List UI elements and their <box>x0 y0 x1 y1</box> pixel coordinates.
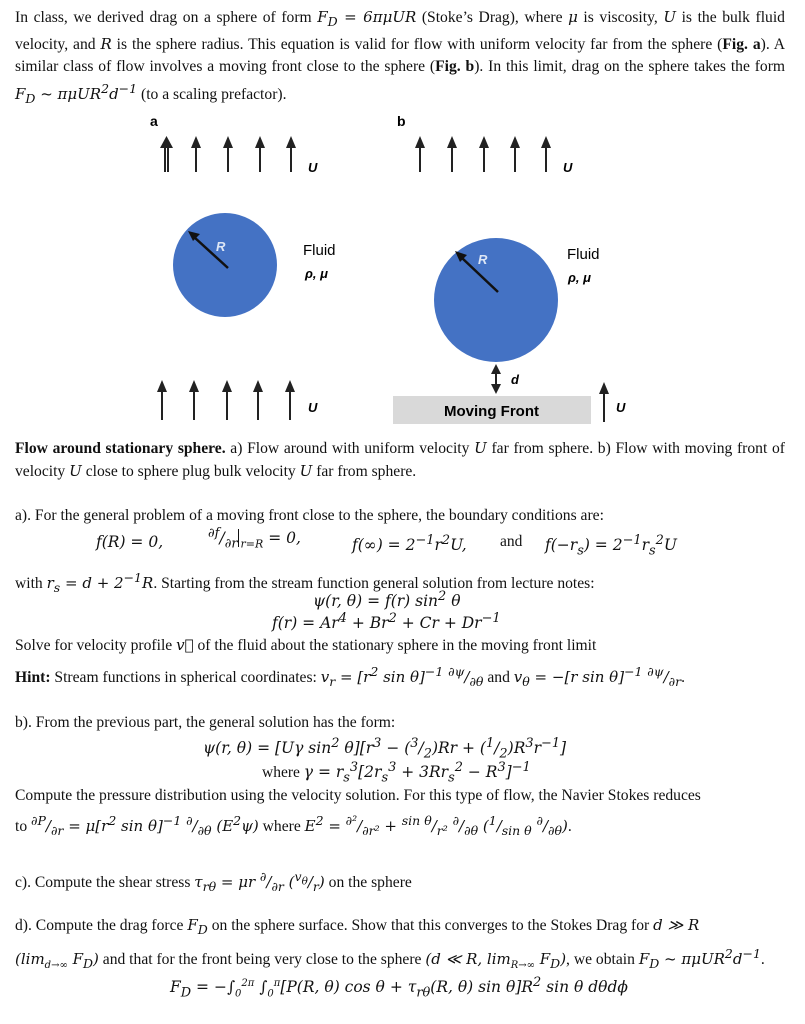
part-d-text: and that for the front being very close to the sphere <box>98 951 426 968</box>
panel-b-label: b <box>397 113 406 129</box>
shear-stress-eq: $\tau_{r\theta} = \mu r$ $^\partial/_{\partial r}$ $(^{v_\theta}/_r)$ <box>194 869 325 894</box>
panel-a-props-label: ρ, μ <box>305 266 328 281</box>
part-d-text: d). Compute the drag force <box>15 917 188 934</box>
part-c-text: on the sphere <box>324 874 412 891</box>
front-velocity-arrowhead <box>599 382 609 394</box>
part-d-line2 <box>15 943 790 977</box>
part-d-text: . <box>760 951 765 968</box>
part-b-text: where <box>258 818 305 835</box>
rs-equation: $r_s = d + 2^{-1}R$ <box>46 570 154 595</box>
part-b-intro: b). From the previous part, the general solution has the form: <box>15 714 396 731</box>
where-word: where <box>262 764 304 782</box>
stream-function-eq: ψ(r, θ) = f(r) $\sin^2 \theta$ <box>313 589 461 611</box>
hint-text: and <box>483 669 514 686</box>
caption-text: close to sphere plug bulk velocity <box>81 463 300 480</box>
part-b-text: to <box>15 818 32 835</box>
hint-text: . <box>681 669 685 686</box>
navier-stokes-line <box>15 810 790 842</box>
front-drag-equation: $F_D$ ~ $\pi\mu UR^2d^{-1}$ <box>15 81 138 106</box>
hint-line <box>15 661 790 693</box>
intro-text: is the sphere radius. This equation is valid for flow with uniform velocity far from the sphere ( <box>111 36 723 53</box>
fd-symbol: $F_D$ <box>187 916 208 937</box>
r-symbol: R <box>100 35 112 53</box>
mu-symbol: μ <box>568 8 578 26</box>
figure-caption <box>15 437 785 483</box>
panel-b-u-top: U <box>563 160 573 175</box>
bc-f-infinity: $f(\infty) = 2^{-1}r^2U$, <box>352 533 467 555</box>
f-general-eq: $f(r) = Ar^4 + Br^2 + Cr + Dr^{-1}$ <box>272 611 501 633</box>
panel-b-fluid-label: Fluid <box>567 246 600 263</box>
intro-text: (Stoke’s Drag), where <box>416 9 569 26</box>
bc-f-neg-rs: $f(-r_s) = 2^{-1}r_s^2U$ <box>545 533 677 559</box>
e-squared-operator: $E^2 = ^{\partial^2}/_{\partial r^2} + ^{sin \theta}/_{r^2}$ $^\partial/_{\partial\theta}$ ($^1/_{sin \theta}$ $^\partial/_{\partial\theta}$) <box>304 813 568 838</box>
part-d-text: , we obtain <box>566 951 639 968</box>
panel-b-radius-label: R <box>478 252 488 267</box>
hint-vtheta-eq: $v_\theta = -[r$ sin θ]$^{-1}$ $^{\partial\psi}/_{\partial r}$ <box>513 664 682 689</box>
caption-title: Flow around stationary sphere. <box>15 440 226 457</box>
panel-a-top-arrows <box>160 136 296 172</box>
part-c-line <box>15 866 790 898</box>
panel-a-bottom-arrows <box>157 380 295 420</box>
panel-a-u-top: U <box>308 160 318 175</box>
caption-text: far from sphere. b) Flow with moving front of velocity <box>15 440 785 480</box>
intro-text: In class, we derived drag on a sphere of form <box>15 9 318 26</box>
panel-b-sphere <box>434 238 558 362</box>
solve-velocity <box>15 634 790 657</box>
fig-a-ref: Fig. a <box>722 36 761 53</box>
hint-vr-eq: $v_r = [r^2$ sin θ]$^{-1}$ $^{\partial\psi}/_{\partial\theta}$ <box>320 664 484 689</box>
part-b-psi-eq: ψ(r, θ) = [Uγ $\sin^2 \theta][r^3 - (^3/_2)Rr + (^1/_2)R^3r^{-1}]$ <box>203 736 567 762</box>
intro-paragraph <box>15 6 785 110</box>
panel-b-gap-arrow <box>491 364 501 394</box>
intro-text: ). A similar class of flow involves a moving front close to the sphere ( <box>15 36 786 75</box>
hint-text: Stream functions in spherical coordinates: <box>50 669 321 686</box>
moving-front-label: Moving Front <box>444 403 539 420</box>
part-a-text: Solve for velocity profile <box>15 637 177 654</box>
panel-b-gap-label: d <box>511 372 519 387</box>
bc-and: and <box>500 533 523 550</box>
u-symbol: U <box>663 8 676 26</box>
part-b-text: . <box>567 818 572 835</box>
part-a-text: of the fluid about the stationary sphere in the moving front limit <box>193 637 597 654</box>
u-symbol: U <box>299 462 313 480</box>
u-symbol: U <box>69 462 82 480</box>
panel-b-u-bottom: U <box>616 400 626 415</box>
part-a-text: . Starting from the stream function general solution from lecture notes: <box>153 575 595 592</box>
panel-b-props-label: ρ, μ <box>568 270 591 285</box>
panel-a-radius-label: R <box>216 239 226 254</box>
limit-far: ($\lim_{d\to\infty}$ $F_D$) <box>15 950 99 971</box>
caption-text: far from sphere. <box>312 463 417 480</box>
flow-figure <box>0 110 805 430</box>
part-d-text: on the sphere surface. Show that this converges to the Stokes Drag for <box>207 917 654 934</box>
hint-label: Hint: <box>15 669 51 686</box>
intro-text: ). In this limit, drag on the sphere takes the form <box>474 58 786 75</box>
part-a-intro: a). For the general problem of a moving front close to the sphere, the boundary conditions are: <box>15 507 604 524</box>
part-d-line1 <box>15 914 790 941</box>
intro-text: is viscosity, <box>577 9 664 26</box>
stokes-drag-equation: $F_D = 6\pi\mu UR$ <box>317 8 417 29</box>
pressure-instruction: Compute the pressure distribution using the velocity solution. For this type of flow, the Navier Stokes reduces <box>15 787 701 804</box>
part-a-text: with <box>15 575 47 592</box>
panel-a-u-bottom: U <box>308 400 318 415</box>
u-symbol: U <box>474 439 487 457</box>
intro-text: is the bulk fluid velocity, and <box>15 9 785 53</box>
front-drag-result: $F_D$ ~ $\pi\mu UR^2d^{-1}$ <box>638 946 761 971</box>
caption-text: a) Flow around with uniform velocity <box>225 440 475 457</box>
bc-f-of-R: f(R) = 0, <box>96 533 164 551</box>
fig-b-ref: Fig. b <box>435 58 475 75</box>
gamma-definition: where $\gamma = r_s^3[2r_s^3 + 3Rr_s^2 - R^3]^{-1}$ <box>262 760 531 786</box>
velocity-vector: v⃗ <box>176 636 194 654</box>
far-condition: d ≫ R <box>653 916 700 934</box>
limit-near: (d ≪ R, $\lim_{R\to\infty} F_D$) <box>425 950 567 971</box>
panel-b-top-arrows <box>415 136 551 172</box>
panel-a-label: a <box>150 113 158 129</box>
bc-derivative: $^{\partial f}/_{\partial r}$ $_{r=R}$ = 0, <box>208 526 301 552</box>
panel-a-fluid-label: Fluid <box>303 242 336 259</box>
navier-stokes-eq: $^{\partial P}/_{\partial r} = \mu[r^2$ sin θ]$^{-1}$ $^\partial/_{\partial\theta}$ $(E^2\psi)$ <box>31 813 259 838</box>
drag-integral-eq: $F_D = -\int_0^{2\pi}$ $\int_0^\pi[P(R$, θ) $\cos \theta + \tau_{r\theta}(R$, θ) $\sin \theta]R^2$ sin θ dθdϕ <box>170 975 628 1001</box>
intro-text: (to a scaling prefactor). <box>137 86 287 103</box>
part-c-text: c). Compute the shear stress <box>15 874 195 891</box>
